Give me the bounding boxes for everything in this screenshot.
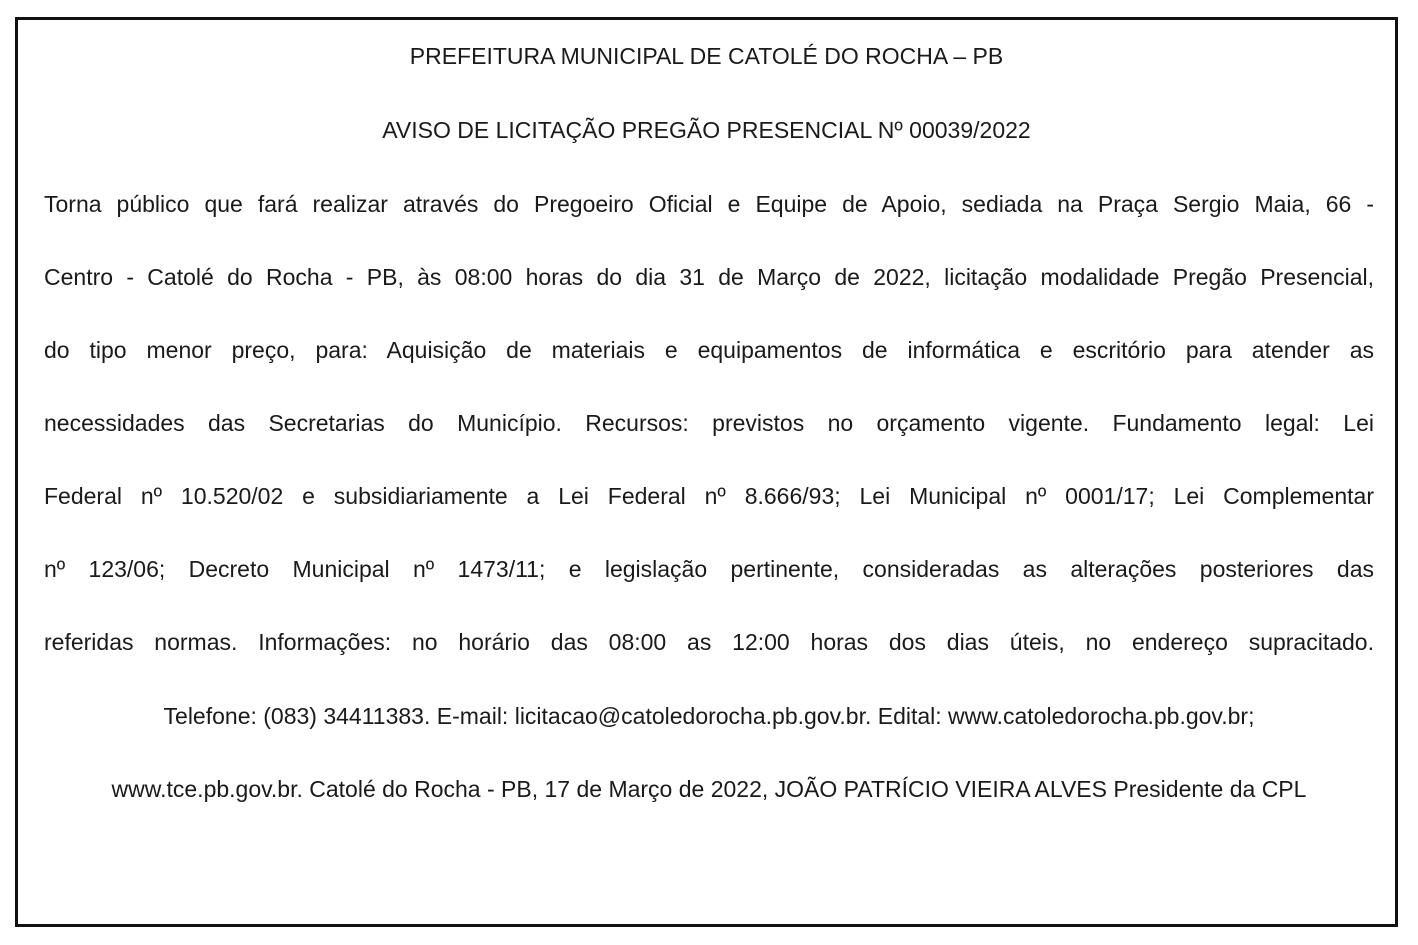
notice-frame: [15, 17, 1398, 927]
body-line: Centro - Catolé do Rocha - PB, às 08:00 horas do dia 31 de Março de 2022, licitação modalidade Pregão Presencial,: [44, 264, 1374, 290]
body-line: do tipo menor preço, para: Aquisição de materiais e equipamentos de informática e escritório para atender as: [44, 337, 1374, 363]
notice-title: AVISO DE LICITAÇÃO PREGÃO PRESENCIAL Nº 00039/2022: [382, 117, 1031, 143]
body-line: Torna público que fará realizar através do Pregoeiro Oficial e Equipe de Apoio, sediada na Praça Sergio Maia, 66 -: [44, 191, 1374, 217]
body-line: Federal nº 10.520/02 e subsidiariamente a Lei Federal nº 8.666/93; Lei Municipal nº 0001/17; Lei Complementar: [44, 483, 1374, 509]
body-line-signature: www.tce.pb.gov.br. Catolé do Rocha - PB, 17 de Março de 2022, JOÃO PATRÍCIO VIEIRA ALVES Presidente da CPL: [111, 776, 1307, 802]
body-line: nº 123/06; Decreto Municipal nº 1473/11; e legislação pertinente, consideradas as alterações posteriores das: [44, 556, 1374, 582]
body-line: necessidades das Secretarias do Município. Recursos: previstos no orçamento vigente. Fundamento legal: Lei: [44, 410, 1374, 436]
body-line: Telefone: (083) 34411383. E-mail: licitacao@catoledorocha.pb.gov.br. Edital: www.catoledorocha.pb.gov.br;: [163, 703, 1255, 729]
organization-heading: PREFEITURA MUNICIPAL DE CATOLÉ DO ROCHA – PB: [409, 43, 1004, 69]
body-line: referidas normas. Informações: no horário das 08:00 as 12:00 horas dos dias úteis, no endereço supracitado.: [44, 629, 1374, 655]
